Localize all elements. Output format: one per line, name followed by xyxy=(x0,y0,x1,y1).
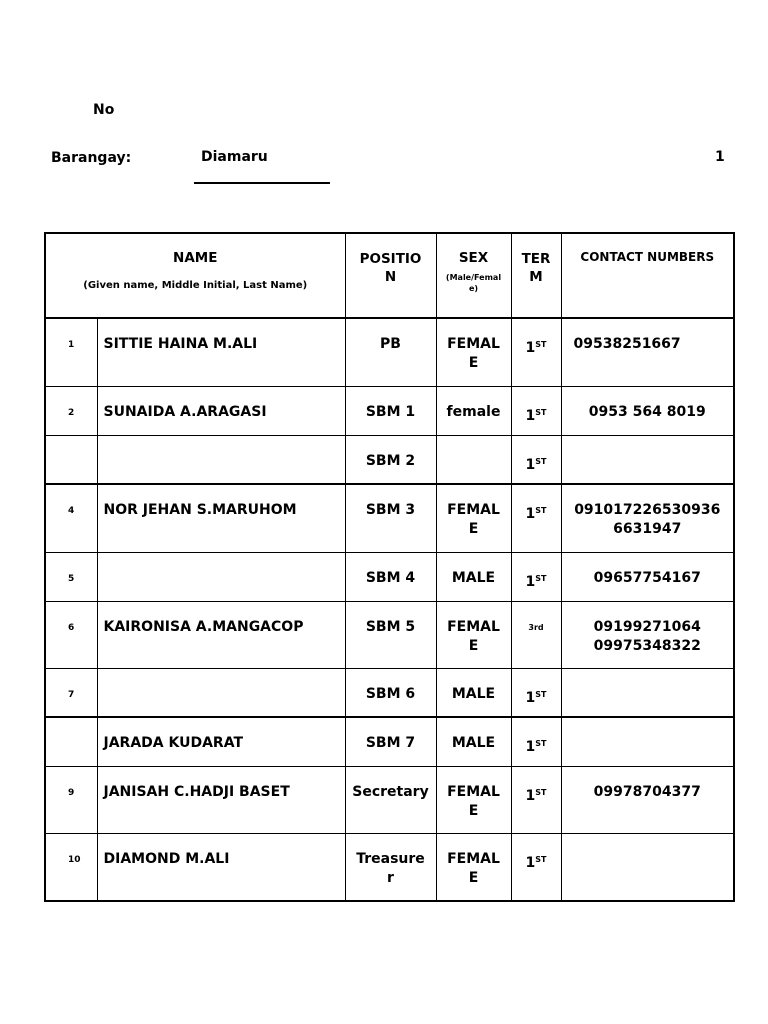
row-name: JARADA KUDARAT xyxy=(97,717,345,766)
header-term: TER M xyxy=(511,233,561,318)
row-contact: 09978704377 xyxy=(561,766,734,833)
row-contact xyxy=(561,833,734,901)
row-sex: MALE xyxy=(436,717,511,766)
row-number: 4 xyxy=(45,484,97,552)
row-sex: FEMAL E xyxy=(436,833,511,901)
row-number: 6 xyxy=(45,601,97,668)
row-term: 1ST xyxy=(511,668,561,717)
header-sex xyxy=(436,233,511,318)
page-number: 1 xyxy=(715,149,725,165)
row-position: Treasure r xyxy=(345,833,436,901)
table-row xyxy=(45,435,734,484)
row-position: SBM 7 xyxy=(345,717,436,766)
table-row xyxy=(45,318,734,386)
row-sex: FEMAL E xyxy=(436,318,511,386)
row-name: SUNAIDA A.ARAGASI xyxy=(97,386,345,435)
row-position: SBM 4 xyxy=(345,552,436,601)
row-term: 1ST xyxy=(511,833,561,901)
table-header-row xyxy=(45,233,734,318)
table-row xyxy=(45,717,734,766)
header-position: POSITIO N xyxy=(345,233,436,318)
row-name: DIAMOND M.ALI xyxy=(97,833,345,901)
row-contact xyxy=(561,668,734,717)
row-name: NOR JEHAN S.MARUHOM xyxy=(97,484,345,552)
table-row xyxy=(45,386,734,435)
row-contact: 09657754167 xyxy=(561,552,734,601)
row-sex: female xyxy=(436,386,511,435)
row-number: 7 xyxy=(45,668,97,717)
barangay-label: Barangay: xyxy=(51,150,132,166)
header-sex-label: SEX xyxy=(458,250,489,266)
row-name xyxy=(97,552,345,601)
row-name: SITTIE HAINA M.ALI xyxy=(97,318,345,386)
row-position: Secretary xyxy=(345,766,436,833)
table-row xyxy=(45,484,734,552)
row-term: 1ST xyxy=(511,318,561,386)
table-row xyxy=(45,668,734,717)
header-sex-sub: (Male/Femal e) xyxy=(445,273,502,293)
row-contact: 09538251667 xyxy=(561,318,734,386)
row-contact: 091017226530936 6631947 xyxy=(561,484,734,552)
row-term: 1ST xyxy=(511,484,561,552)
row-contact: 09199271064 09975348322 xyxy=(561,601,734,668)
row-position: SBM 1 xyxy=(345,386,436,435)
table-row xyxy=(45,766,734,833)
header-name-label: NAME xyxy=(173,250,218,266)
row-number: 5 xyxy=(45,552,97,601)
row-position: SBM 2 xyxy=(345,435,436,484)
no-label: No xyxy=(93,102,115,118)
table-row xyxy=(45,833,734,901)
row-name: KAIRONISA A.MANGACOP xyxy=(97,601,345,668)
row-position: PB xyxy=(345,318,436,386)
header-name-sub: (Given name, Middle Initial, Last Name) xyxy=(83,280,308,291)
barangay-underline xyxy=(194,182,330,184)
row-sex: FEMAL E xyxy=(436,766,511,833)
row-term: 1ST xyxy=(511,717,561,766)
row-sex: MALE xyxy=(436,668,511,717)
officials-table xyxy=(44,232,735,902)
row-position: SBM 5 xyxy=(345,601,436,668)
row-sex: FEMAL E xyxy=(436,484,511,552)
row-name xyxy=(97,668,345,717)
row-number: 2 xyxy=(45,386,97,435)
row-position: SBM 6 xyxy=(345,668,436,717)
row-term: 1ST xyxy=(511,435,561,484)
row-term: 1ST xyxy=(511,386,561,435)
table-row xyxy=(45,601,734,668)
barangay-value: Diamaru xyxy=(201,149,268,165)
header-name xyxy=(45,233,345,318)
row-contact: 0953 564 8019 xyxy=(561,386,734,435)
row-sex: MALE xyxy=(436,552,511,601)
row-position: SBM 3 xyxy=(345,484,436,552)
row-contact xyxy=(561,435,734,484)
row-number: 10 xyxy=(45,833,97,901)
row-name xyxy=(97,435,345,484)
row-contact xyxy=(561,717,734,766)
row-name: JANISAH C.HADJI BASET xyxy=(97,766,345,833)
row-number xyxy=(45,435,97,484)
row-sex xyxy=(436,435,511,484)
table-row xyxy=(45,552,734,601)
row-number: 1 xyxy=(45,318,97,386)
row-sex: FEMAL E xyxy=(436,601,511,668)
row-term: 3rd xyxy=(511,601,561,668)
row-number xyxy=(45,717,97,766)
row-term: 1ST xyxy=(511,766,561,833)
header-contact: CONTACT NUMBERS xyxy=(561,233,734,318)
row-number: 9 xyxy=(45,766,97,833)
row-term: 1ST xyxy=(511,552,561,601)
